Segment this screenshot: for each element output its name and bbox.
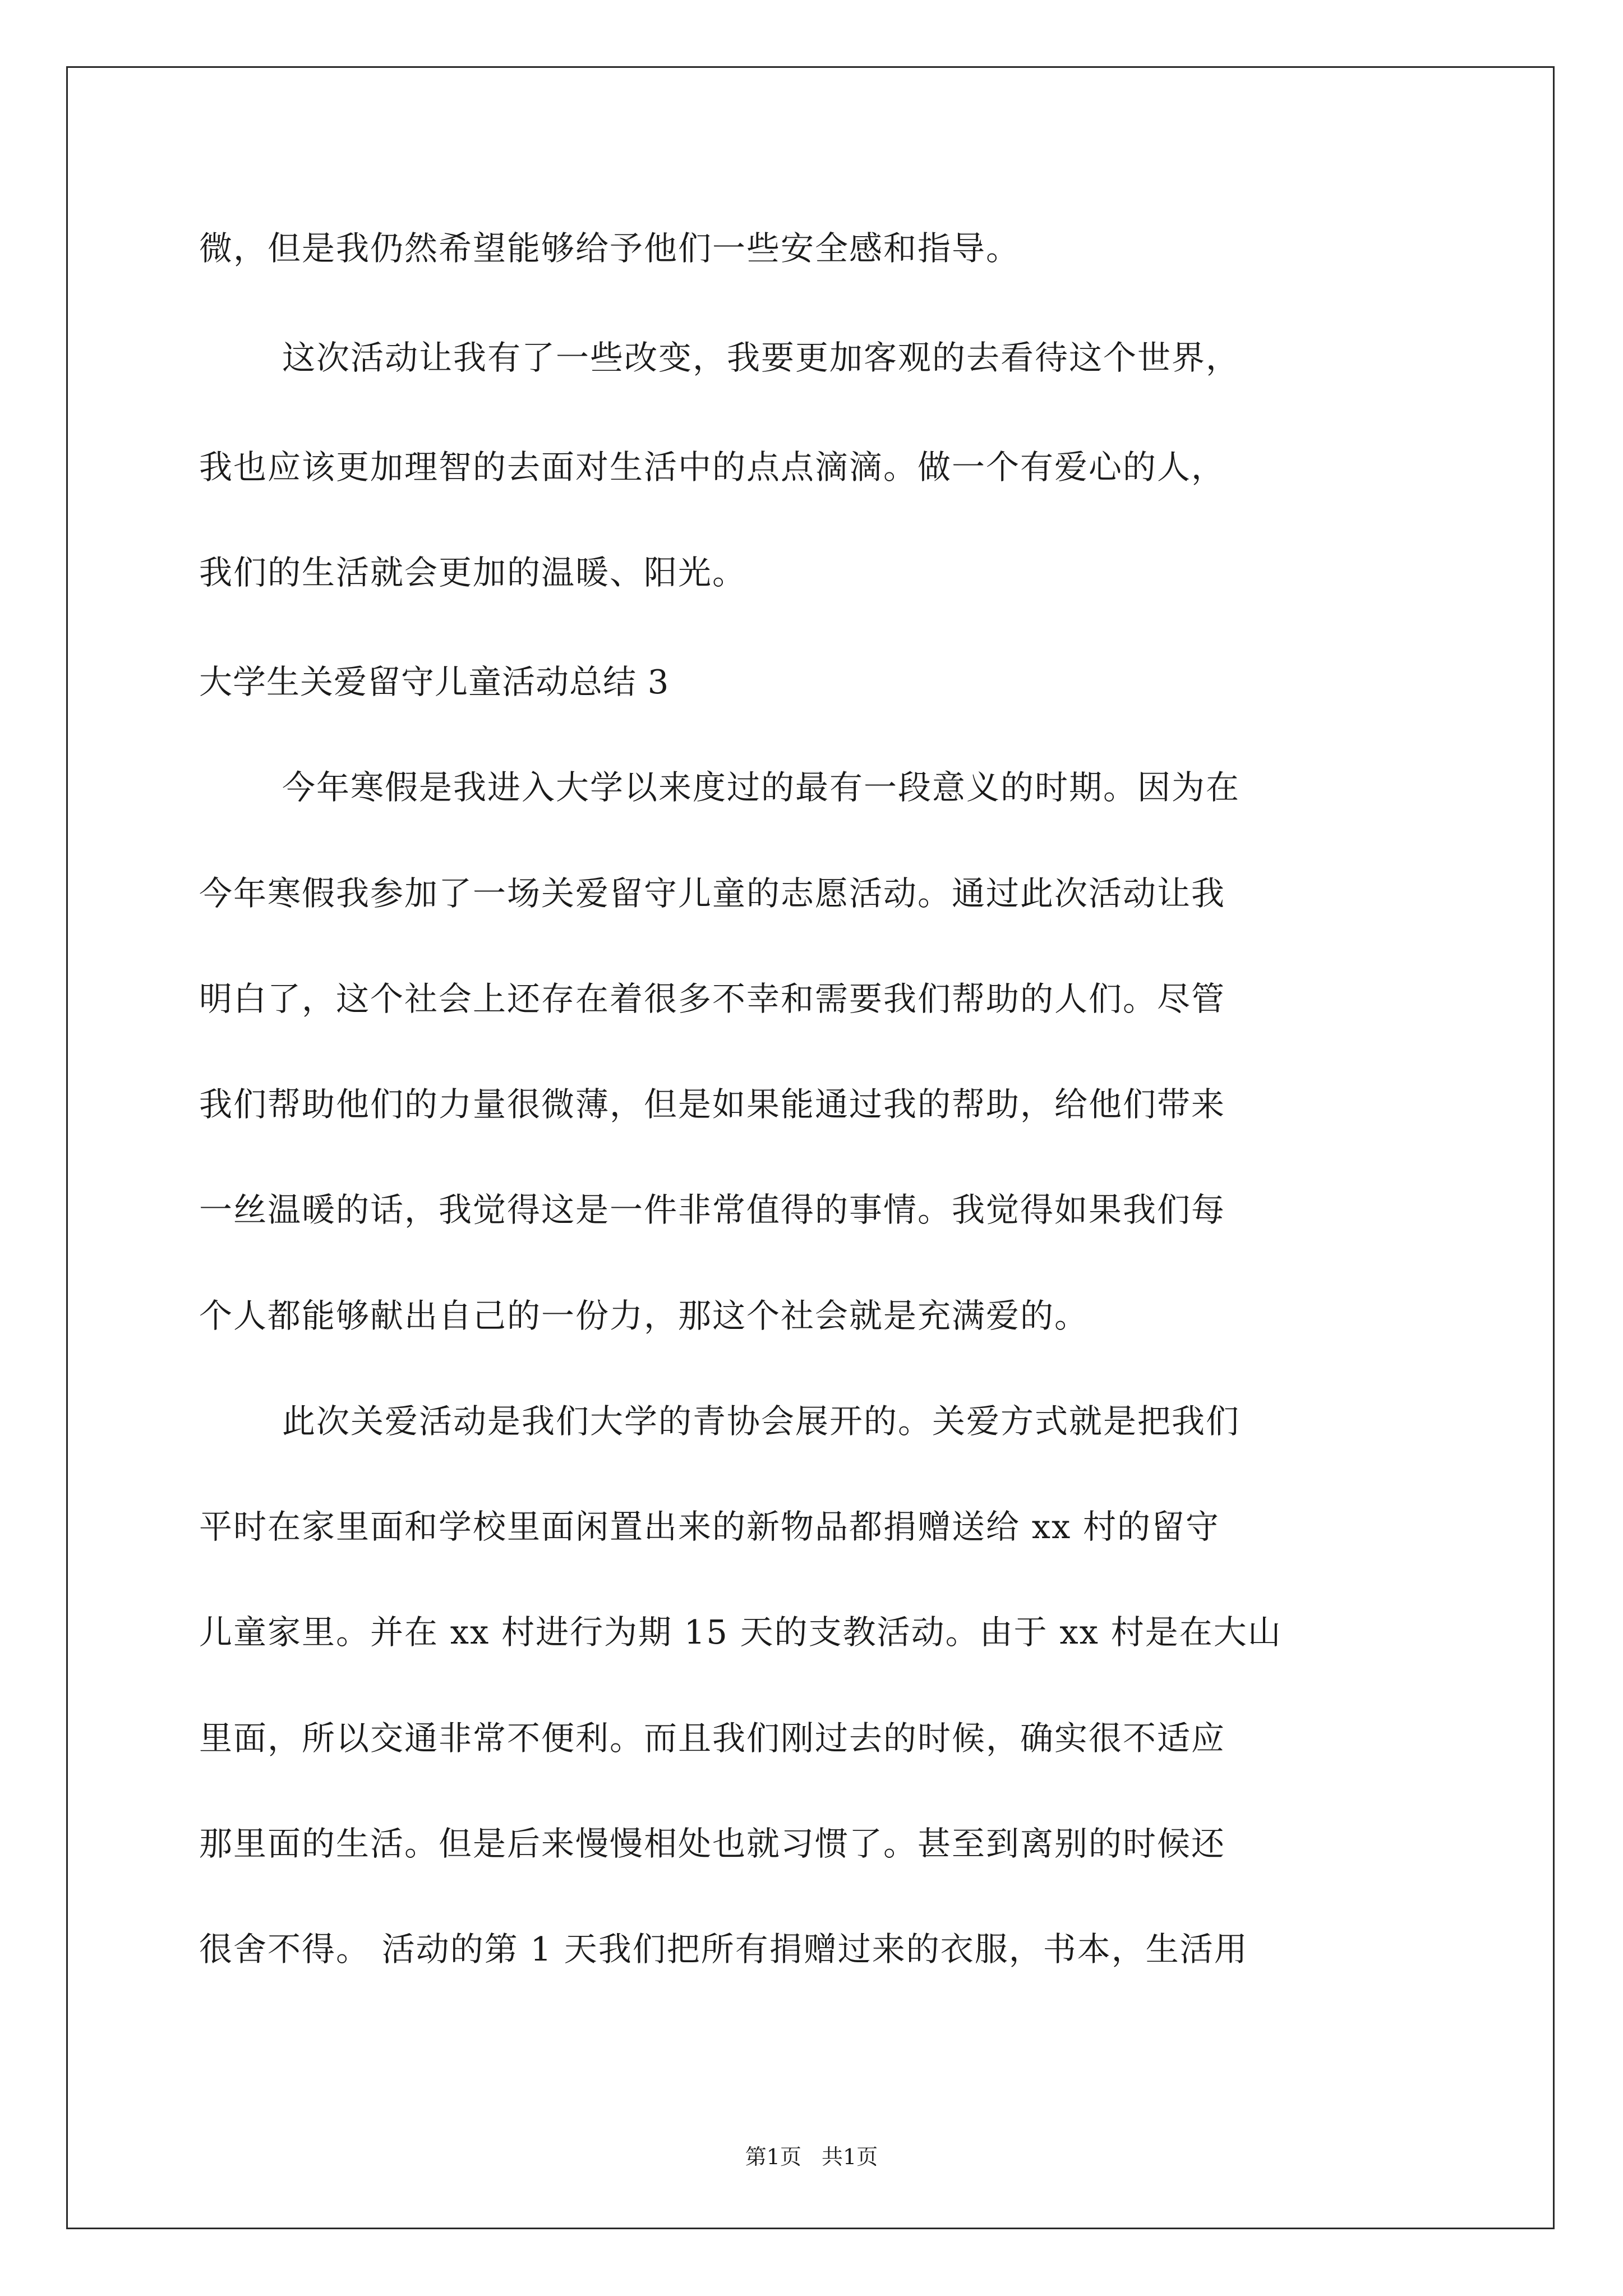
page-number-total: 共1页: [822, 2145, 878, 2169]
text-line: 明白了，这个社会上还存在着很多不幸和需要我们帮助的人们。尽管: [199, 979, 1226, 1018]
text-line: 我们的生活就会更加的温暖、阳光。: [199, 553, 747, 592]
text-line: 个人都能够献出自己的一份力，那这个社会就是充满爱的。: [199, 1296, 1089, 1335]
text-line: 里面，所以交通非常不便利。而且我们刚过去的时候，确实很不适应: [199, 1719, 1226, 1757]
text-line: 平时在家里面和学校里面闲置出来的新物品都捐赠送给 xx 村的留守: [199, 1507, 1220, 1546]
text-line: 微，但是我仍然希望能够给予他们一些安全感和指导。: [199, 229, 1021, 268]
text-line: 一丝温暖的话，我觉得这是一件非常值得的事情。我觉得如果我们每: [199, 1190, 1226, 1229]
page-border: [66, 66, 1555, 2229]
text-line: 我也应该更加理智的去面对生活中的点点滴滴。做一个有爱心的人，: [199, 448, 1226, 486]
text-line: 儿童家里。并在 xx 村进行为期 15 天的支教活动。由于 xx 村是在大山: [199, 1613, 1282, 1651]
text-line: 很舍不得。 活动的第 1 天我们把所有捐赠过来的衣服，书本，生活用: [199, 1930, 1248, 1968]
text-line: 那里面的生活。但是后来慢慢相处也就习惯了。甚至到离别的时候还: [199, 1824, 1226, 1863]
page-footer: [0, 2143, 1623, 2171]
text-line: 这次活动让我有了一些改变，我要更加客观的去看待这个世界，: [282, 338, 1241, 377]
text-line: 今年寒假我参加了一场关爱留守儿童的志愿活动。通过此次活动让我: [199, 874, 1226, 913]
text-line: 此次关爱活动是我们大学的青协会展开的。关爱方式就是把我们: [282, 1402, 1241, 1441]
section-heading: 大学生关爱留守儿童活动总结 3: [199, 662, 670, 701]
page-number-current: 第1页: [745, 2145, 801, 2169]
text-line: 我们帮助他们的力量很微薄，但是如果能通过我的帮助，给他们带来: [199, 1085, 1226, 1124]
text-line: 今年寒假是我进入大学以来度过的最有一段意义的时期。因为在: [282, 768, 1241, 807]
